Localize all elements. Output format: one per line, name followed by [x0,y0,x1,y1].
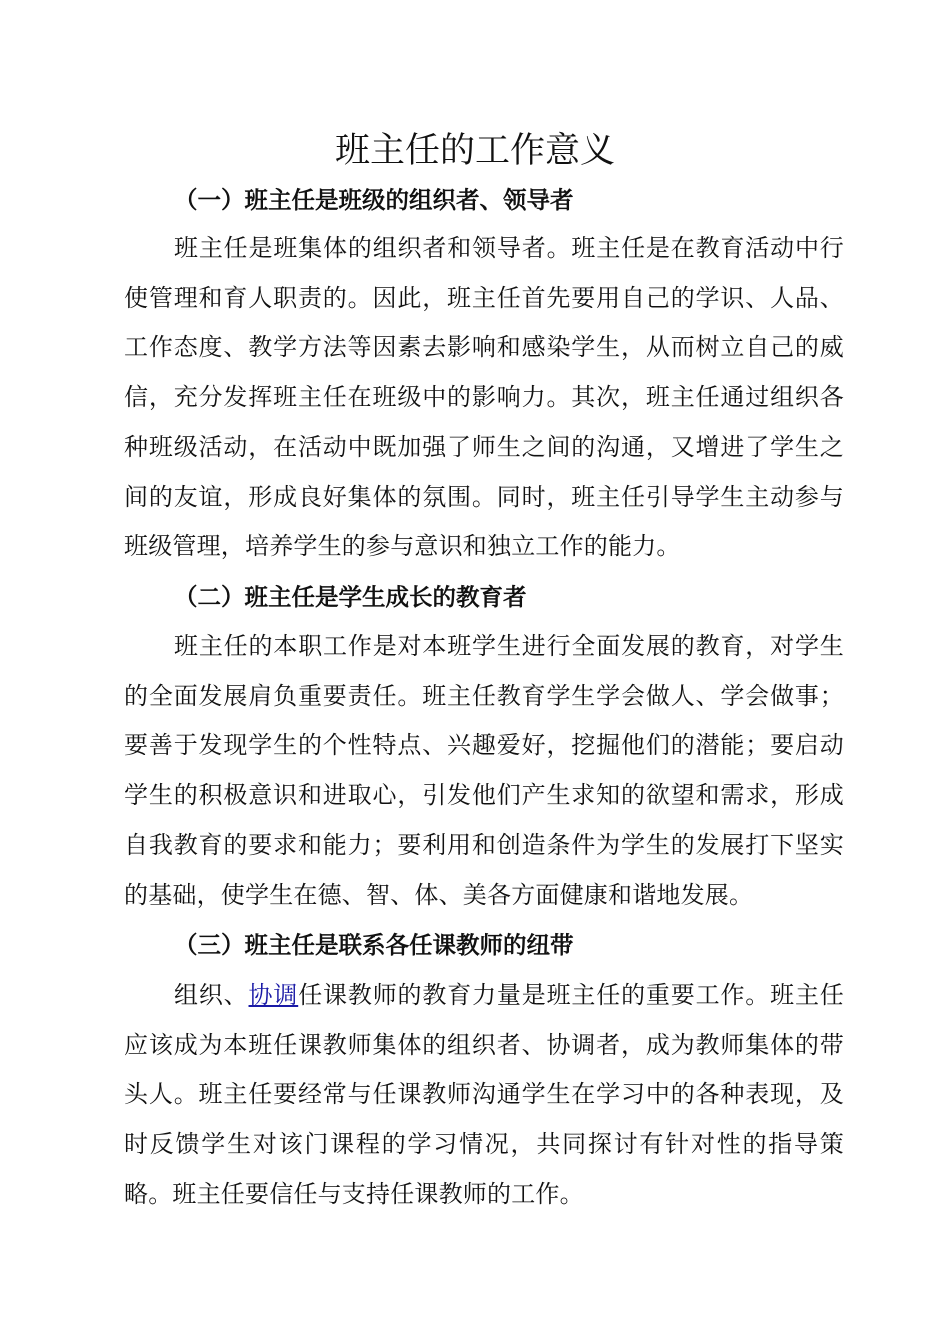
paragraph-text-rest: 任课教师的教育力量是班主任的重要工作。班主任应该成为本班任课教师集体的组织者、协调者，成为教师集体的带头人。班主任要经常与任课教师沟通学生在学习中的各种表现，及时反馈学生对该门课程的学习情况，共同探讨有针对性的指导策略。班主任要信任与支持任课教师的工作。 [124,981,844,1208]
section-heading-2: （二）班主任是学生成长的教育者 [174,583,527,611]
section-paragraph-1: 班主任是班集体的组织者和领导者。班主任是在教育活动中行使管理和育人职责的。因此，班主任首先要用自己的学识、人品、工作态度、教学方法等因素去影响和感染学生，从而树立自己的威信，充分发挥班主任在班级中的影响力。其次，班主任通过组织各种班级活动，在活动中既加强了师生之间的沟通，又增进了学生之间的友谊，形成良好集体的氛围。同时，班主任引导学生主动参与班级管理，培养学生的参与意识和独立工作的能力。 [124,234,844,561]
document-title: 班主任的工作意义 [334,131,615,171]
section-heading-1: （一）班主任是班级的组织者、领导者 [174,186,574,214]
section-paragraph-2: 班主任的本职工作是对本班学生进行全面发展的教育，对学生的全面发展肩负重要责任。班主任教育学生学会做人、学会做事；要善于发现学生的个性特点、兴趣爱好，挖掘他们的潜能；要启动学生的积极意识和进取心，引发他们产生求知的欲望和需求，形成自我教育的要求和能力；要利用和创造条件为学生的发展打下坚实的基础，使学生在德、智、体、美各方面健康和谐地发展。 [124,632,844,909]
coordinate-link[interactable]: 协调 [248,981,299,1009]
paragraph-text-prefix: 组织、 [174,981,249,1009]
section-paragraph-3 [124,971,844,1220]
section-heading-3: （三）班主任是联系各任课教师的纽带 [174,931,574,959]
